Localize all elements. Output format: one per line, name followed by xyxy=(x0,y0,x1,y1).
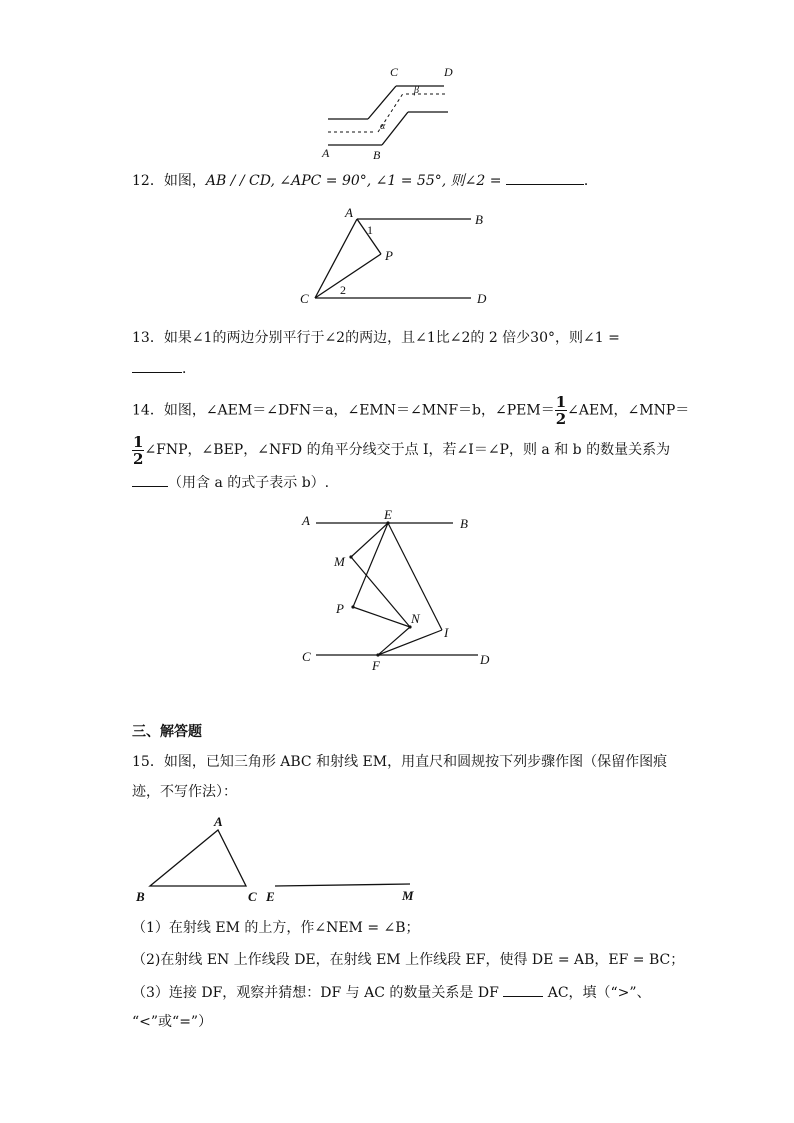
fig11-label-beta: β xyxy=(414,85,419,96)
question-15-line2 xyxy=(132,782,237,802)
fig11-lower-slant xyxy=(382,112,408,145)
fig14-segment-em xyxy=(351,523,388,557)
q15-step-2 xyxy=(132,950,684,970)
q15-step-3-cont xyxy=(132,1012,212,1032)
q15-step-3-text-a: （3）连接 DF，观察并猜想：DF 与 AC 的数量关系是 DF xyxy=(132,985,499,1001)
fig11-label-a: A xyxy=(322,146,330,160)
q15-step-1 xyxy=(132,918,420,938)
q14-text-d: （用含 a 的式子表示 b）. xyxy=(168,475,330,491)
question-14-line3 xyxy=(132,472,329,493)
question-13-answer xyxy=(132,358,196,379)
q12-answer-blank[interactable] xyxy=(506,170,584,185)
q14-text-c: ∠FNP，∠BEP，∠NFD 的角平分线交于点 I，若∠I＝∠P，则 a 和 b 的数量关系为 xyxy=(144,442,671,458)
q12-condition: AB / / CD, ∠APC = 90°, ∠1 = 55°, 则∠2 = xyxy=(205,173,502,189)
fig14-label-b: B xyxy=(460,516,468,531)
question-15-line1 xyxy=(132,752,667,772)
q15-step-3 xyxy=(132,982,651,1003)
section-3-title: 三、解答题 xyxy=(132,724,202,740)
fig11-label-alpha: α xyxy=(380,121,386,132)
q15-step-2-text: （2)在射线 EN 上作线段 DE，在射线 EM 上作线段 EF，使得 DE = AB，EF = BC； xyxy=(132,952,685,968)
fig14-segment-fi xyxy=(378,630,442,655)
figure-11 xyxy=(320,62,460,162)
fig12-label-2: 2 xyxy=(340,283,346,297)
fig12-segment-ac xyxy=(315,219,357,298)
figure-12 xyxy=(295,202,495,310)
fig14-label-m: M xyxy=(334,554,345,569)
q15-text-1: 15．如图，已知三角形 ABC 和射线 EM，用直尺和圆规按下列步骤作图（保留作图痕 xyxy=(132,754,668,770)
fig14-label-f: F xyxy=(372,658,380,673)
fig14-label-c: C xyxy=(302,649,311,664)
fig15-triangle-abc xyxy=(150,830,246,886)
fig15-ray-em xyxy=(275,884,410,886)
question-13 xyxy=(132,328,620,348)
q12-end: ． xyxy=(583,173,598,189)
q12-number: 12．如图， xyxy=(132,173,206,189)
q14-fraction-1: $\frac{1}{2}$ xyxy=(555,393,567,428)
fig11-label-b: B xyxy=(373,148,381,162)
fig12-label-c: C xyxy=(300,291,309,306)
fig12-label-b: B xyxy=(475,212,483,227)
fig14-label-e: E xyxy=(384,507,392,522)
fig12-label-1: 1 xyxy=(367,223,373,237)
question-14-line2 xyxy=(132,432,670,468)
q14-answer-blank[interactable] xyxy=(132,472,168,487)
fig11-upper-slant xyxy=(368,86,396,119)
fig14-label-p: P xyxy=(336,601,344,616)
q14-fraction-2: $\frac{1}{2}$ xyxy=(133,432,144,468)
fig15-label-m: M xyxy=(402,888,414,903)
q14-text-a: 14．如图，∠AEM＝∠DFN＝a，∠EMN＝∠MNF＝b，∠PEM＝ xyxy=(132,402,555,419)
q13-answer-blank[interactable] xyxy=(132,358,182,373)
q15-step-3-text-c: “<”或“=”） xyxy=(132,1014,213,1030)
figure-14 xyxy=(298,505,498,677)
fig14-label-a: A xyxy=(302,513,310,528)
q13-text: 13．如果∠1的两边分别平行于∠2的两边，且∠1比∠2的 2 倍少30°，则∠1 = xyxy=(132,330,620,346)
q15-answer-blank[interactable] xyxy=(503,982,543,997)
q15-step-3-text-b: AC，填（“>”、 xyxy=(547,985,651,1001)
figure-15 xyxy=(130,812,430,907)
fig12-label-a: A xyxy=(345,205,353,220)
fig11-label-d: D xyxy=(444,65,453,79)
fig15-label-e: E xyxy=(266,889,275,904)
fig14-label-n: N xyxy=(411,611,420,626)
q15-step-1-text: （1）在射线 EM 的上方，作∠NEM = ∠B； xyxy=(132,920,420,936)
fig12-segment-pc xyxy=(315,254,381,298)
question-12 xyxy=(132,170,598,191)
q13-end: ． xyxy=(182,361,196,377)
fig15-label-c: C xyxy=(248,889,257,904)
question-14-line1 xyxy=(132,393,690,428)
q15-text-2: 迹，不写作法）： xyxy=(132,784,237,800)
fig11-label-c: C xyxy=(390,65,399,79)
fig14-label-d: D xyxy=(480,652,490,667)
q14-text-b: ∠AEM，∠MNP＝ xyxy=(567,402,690,419)
fig14-segment-nf xyxy=(378,627,410,655)
fig15-label-a: A xyxy=(214,814,223,829)
fig12-label-p: P xyxy=(385,248,393,263)
fig15-label-b: B xyxy=(136,889,145,904)
fig12-label-d: D xyxy=(477,291,487,306)
fig14-label-i: I xyxy=(444,625,449,640)
